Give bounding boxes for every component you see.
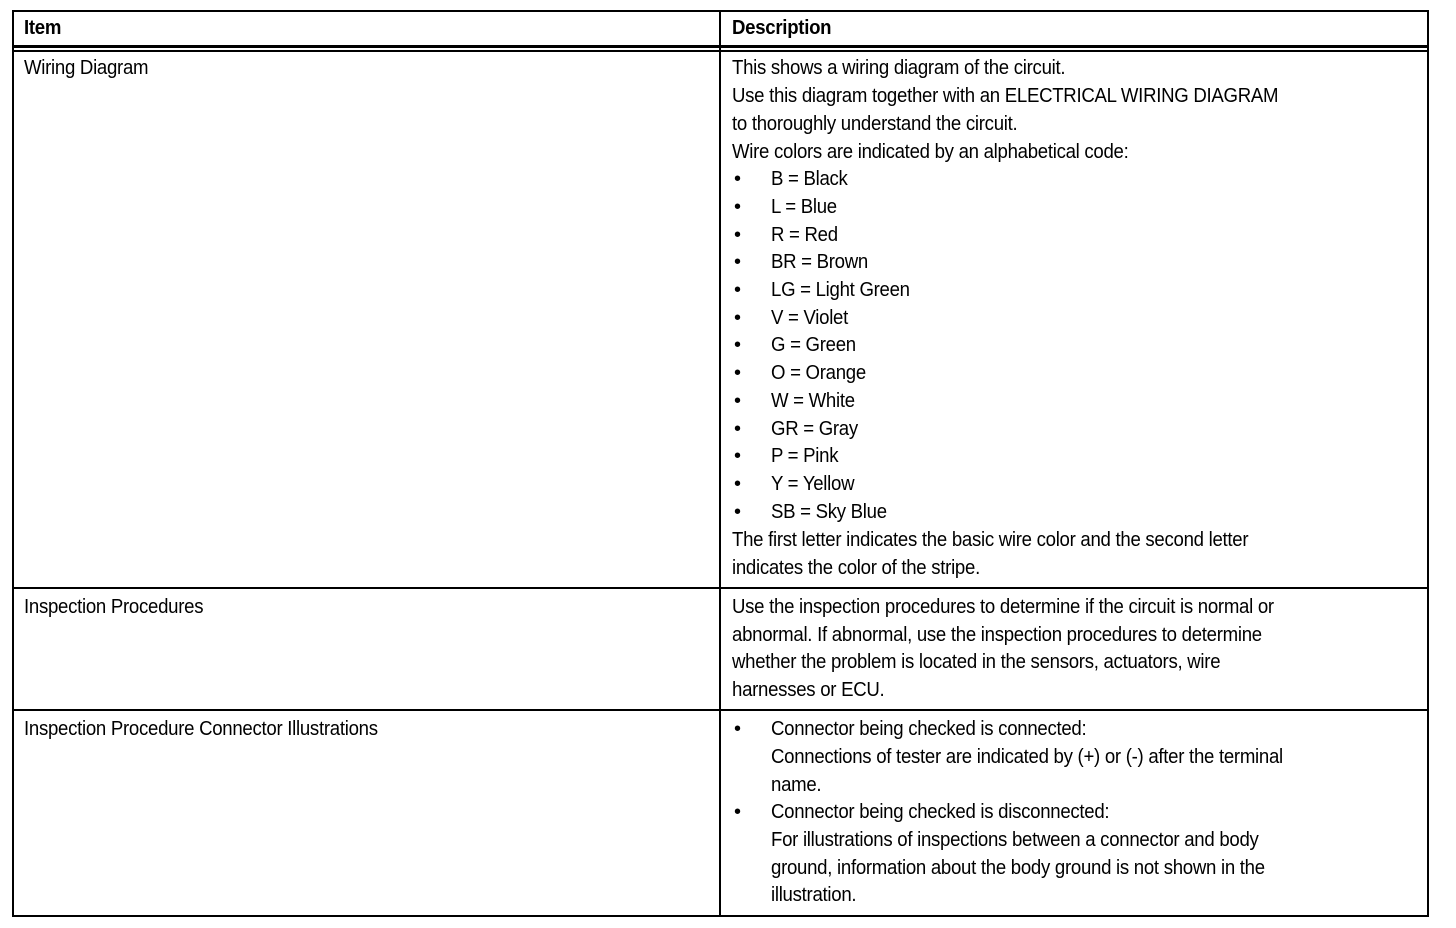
column-header-item: Item [24,17,62,39]
description-line: name. [771,774,822,796]
row-item: Inspection Procedures [24,596,204,618]
row-divider [12,709,1429,711]
column-header-description: Description [732,17,832,39]
row-divider [12,587,1429,589]
description-line: abnormal. If abnormal, use the inspection procedures to determine [732,624,1262,646]
description-line: For illustrations of inspections between a connector and body [771,829,1259,851]
wire-color-item: V = Violet [771,307,849,329]
description-line: Connector being checked is disconnected: [771,801,1110,823]
header-divider-thin [12,50,1429,52]
bullet-icon: • [734,251,742,273]
description-line: Connections of tester are indicated by (+) or (-) after the terminal [771,746,1283,768]
description-line: whether the problem is located in the sensors, actuators, wire [732,651,1221,673]
wire-color-item: O = Orange [771,362,866,384]
bullet-icon: • [734,418,742,440]
bullet-icon: • [734,718,742,740]
bullet-icon: • [734,224,742,246]
bullet-icon: • [734,279,742,301]
description-line: to thoroughly understand the circuit. [732,113,1018,135]
description-line: This shows a wiring diagram of the circuit. [732,57,1066,79]
wire-color-item: B = Black [771,168,848,190]
bullet-icon: • [734,362,742,384]
description-line: illustration. [771,884,857,906]
row-item: Wiring Diagram [24,57,149,79]
wire-color-item: Y = Yellow [771,473,855,495]
bullet-icon: • [734,501,742,523]
bullet-icon: • [734,168,742,190]
description-line: The first letter indicates the basic wire color and the second letter [732,529,1249,551]
bullet-icon: • [734,801,742,823]
bullet-icon: • [734,196,742,218]
wire-color-item: L = Blue [771,196,837,218]
description-line: Use the inspection procedures to determine if the circuit is normal or [732,596,1274,618]
description-line: Connector being checked is connected: [771,718,1087,740]
bullet-icon: • [734,445,742,467]
wire-color-item: SB = Sky Blue [771,501,887,523]
description-line: indicates the color of the stripe. [732,557,980,579]
column-divider [719,10,721,917]
wire-color-item: GR = Gray [771,418,858,440]
bullet-icon: • [734,307,742,329]
description-line: Wire colors are indicated by an alphabetical code: [732,141,1129,163]
header-divider-thick [12,45,1429,48]
wire-color-item: LG = Light Green [771,279,910,301]
wire-color-item: P = Pink [771,445,839,467]
description-line: ground, information about the body ground is not shown in the [771,857,1265,879]
wire-color-item: W = White [771,390,855,412]
wire-color-item: BR = Brown [771,251,868,273]
bullet-icon: • [734,473,742,495]
description-line: harnesses or ECU. [732,679,885,701]
bullet-icon: • [734,390,742,412]
wire-color-item: G = Green [771,334,856,356]
wire-color-item: R = Red [771,224,838,246]
bullet-icon: • [734,334,742,356]
row-item: Inspection Procedure Connector Illustrations [24,718,378,740]
description-line: Use this diagram together with an ELECTRICAL WIRING DIAGRAM [732,85,1279,107]
